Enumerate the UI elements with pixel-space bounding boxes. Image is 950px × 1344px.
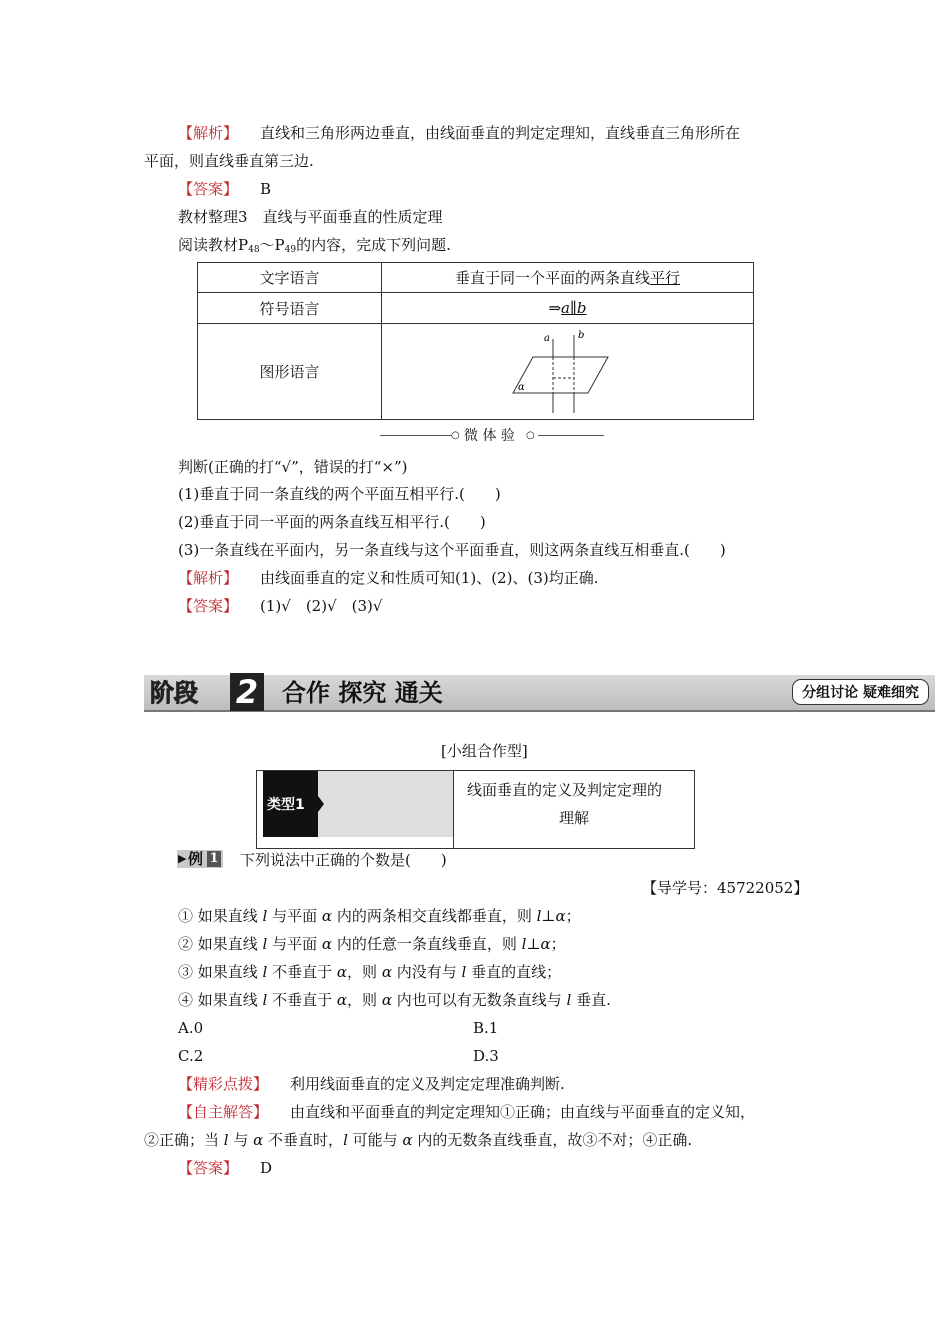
implies-symbol: ⇒ [548,299,562,317]
solution-text: 由直线和平面垂直的判定定理知①正确；由直线与平面垂直的定义知， [290,1103,756,1121]
table-row [198,263,754,293]
solution-text-cont [144,1130,692,1150]
analysis-paragraph-1 [178,123,740,143]
example-tag: 例 [188,850,204,868]
table-row [198,324,754,420]
statement-var: α [336,963,348,981]
solution-var: α [253,1131,264,1149]
judge-question-2: (2)垂直于同一平面的两条直线互相平行.( ) [178,513,486,531]
solution-text: 可能与 [347,1131,403,1149]
analysis-text-cont: 平面，则直线垂直第三边. [144,152,314,170]
example-tag-bg [177,850,223,868]
option-b: B.1 [473,1019,499,1037]
analysis-text: 直线和三角形两边垂直，由线面垂直的判定定理知，直线垂直三角形所在 [260,124,741,142]
stage-badge: 分组讨论 疑难细究 [792,679,929,705]
statement-var: l [461,963,467,981]
text-prefix: 垂直于同一个平面的两条直线 [454,269,650,287]
solution-text: 与 [228,1131,254,1149]
table-cell-text [382,263,754,293]
plane-alpha-shape [513,357,608,393]
answer-3 [178,1158,272,1178]
statement-var: l [566,991,572,1009]
hint-paragraph [178,1074,565,1094]
example-number: 1 [207,851,221,867]
example-question: 下列说法中正确的个数是( ) [240,851,447,869]
reading-sub-2: 49 [284,245,297,255]
statement-text: 内的任意一条直线垂直，则 [332,935,522,953]
property-theorem-table [197,262,754,420]
statement-var: α [321,935,333,953]
judge-question-3: (3)一条直线在平面内，另一条直线与这个平面垂直，则这两条直线互相垂直.( ) [178,541,726,559]
statement-var: l [262,963,268,981]
statement-text: 与平面 [267,935,322,953]
solution-tag: 【自主解答】 [178,1103,269,1121]
statement-text: 内的两条相交直线都垂直，则 [332,907,537,925]
analysis-tag: 【解析】 [178,124,239,142]
statement-text: 内没有与 [391,963,462,981]
solution-var: l [343,1131,348,1149]
type-1-box [256,770,695,849]
label-b: b [577,329,584,341]
answer-value: (1)√ (2)√ (3)√ [260,597,383,615]
option-c: C.2 [178,1047,204,1065]
reading-text-a: 阅读教材P [178,236,249,254]
type-title-line-1: 线面垂直的定义及判定定理的 [467,781,663,799]
statement-text: ② 如果直线 [178,935,263,953]
statement-text: 垂直的直线； [466,963,562,981]
type-box-divider [453,771,454,848]
statement-3 [178,962,561,982]
material-reading [178,235,451,260]
answer-1 [178,179,271,199]
material-title: 教材整理3 直线与平面垂直的性质定理 [178,208,443,226]
solution-text: 不垂直时， [263,1131,344,1149]
type-label-fill [318,771,453,837]
statement-text: ③ 如果直线 [178,963,263,981]
judge-intro: 判断(正确的打“√”，错误的打“×”) [178,458,408,476]
statement-var: l [262,991,268,1009]
group-label: [小组合作型] [441,742,528,760]
statement-text: 不垂直于 [267,991,337,1009]
statement-text: 不垂直于 [267,963,337,981]
answer-tag: 【答案】 [178,1159,239,1177]
statement-var: α [381,991,392,1009]
stage-prefix: 阶段 [150,679,198,707]
reading-sub-1: 48 [248,245,260,255]
statement-text: ； [550,935,566,953]
judge-question-1: (1)垂直于同一条直线的两个平面互相平行.( ) [178,485,501,503]
statement-2 [178,934,566,954]
analysis-tag: 【解析】 [178,569,239,587]
symbol-blank-answer: a∥b [561,299,587,317]
answer-value: D [260,1159,273,1177]
statement-text: ，则 [347,963,382,981]
option-a: A.0 [178,1019,204,1037]
stage-title: 合作 探究 通关 [282,679,443,707]
mini-experience-title: 微 体 验 [464,428,515,444]
statement-var: α [336,991,348,1009]
reading-text-b: ～P [259,236,285,254]
analysis-paragraph-2 [178,568,599,588]
analysis-text: 由线面垂直的定义和性质可知(1)、(2)、(3)均正确. [260,569,599,587]
example-marker-icon: ▶ [178,852,187,865]
table-cell-label: 文字语言 [198,263,382,293]
table-row [198,293,754,324]
solution-paragraph [178,1102,755,1122]
type-arrow-shape [318,796,324,812]
statement-text: ，则 [347,991,382,1009]
solution-var: α [402,1131,413,1149]
type-label: 类型1 [267,797,305,813]
divider-dot-right: ○ [526,430,535,441]
divider-right [538,435,604,436]
table-cell-figure [382,324,754,420]
answer-2 [178,596,382,616]
statement-text: 内也可以有无数条直线与 [391,991,567,1009]
statement-var: α [381,963,392,981]
solution-text: ②正确；当 [144,1131,224,1149]
solution-text: 内的无数条直线垂直，故③不对；④正确. [412,1131,693,1149]
table-cell-label: 图形语言 [198,324,382,420]
perpendicular-lines-figure [508,327,628,417]
statement-var: α [321,907,333,925]
stage-number: 2 [230,673,264,711]
table-cell-symbol [382,293,754,324]
answer-value: B [260,180,272,198]
hint-tag: 【精彩点拨】 [178,1075,269,1093]
table-cell-label: 符号语言 [198,293,382,324]
type-label-block [263,771,318,837]
guide-number: 【导学号：45722052】 [642,879,809,897]
reading-text-c: 的内容，完成下列问题. [296,236,451,254]
divider-left [380,435,452,436]
label-alpha: α [517,381,525,393]
statement-var: l⊥α [536,907,566,925]
statement-1 [178,906,581,926]
solution-var: l [223,1131,229,1149]
statement-text: ① 如果直线 [178,907,263,925]
text-blank-answer: 平行 [650,269,681,287]
statement-var: l [262,907,268,925]
hint-text: 利用线面垂直的定义及判定定理准确判断. [290,1075,565,1093]
answer-tag: 【答案】 [178,597,239,615]
option-d: D.3 [473,1047,499,1065]
type-title-line-2: 理解 [559,809,590,827]
statement-text: ； [565,907,581,925]
statement-text: 垂直. [571,991,611,1009]
statement-var: l⊥α [521,935,551,953]
answer-tag: 【答案】 [178,180,239,198]
statement-text: 与平面 [267,907,322,925]
statement-var: l [262,935,268,953]
stage-banner [144,675,935,712]
statement-text: ④ 如果直线 [178,991,263,1009]
divider-dot-left: ○ [451,430,460,441]
statement-4 [178,990,611,1010]
label-a: a [543,332,550,344]
